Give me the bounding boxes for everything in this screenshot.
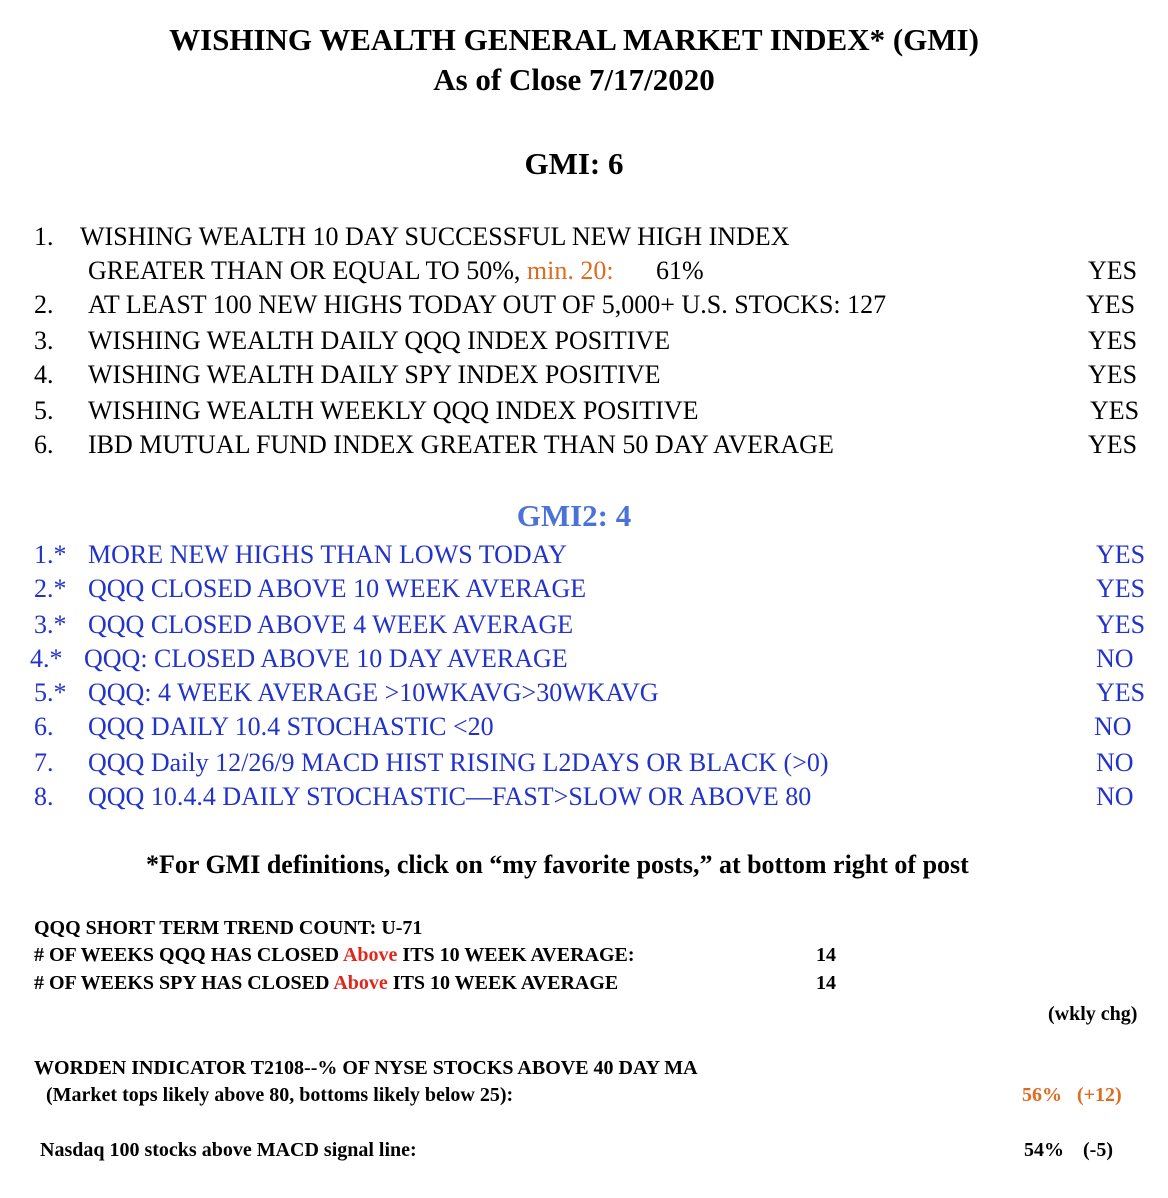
item-result: YES: [1096, 678, 1146, 707]
trend-count-line: QQQ SHORT TERM TREND COUNT: U-71: [34, 917, 423, 939]
item-number: 3.: [34, 326, 54, 355]
list-item: [34, 324, 671, 358]
spy-above-label: Above: [333, 972, 388, 994]
item-result: YES: [1088, 256, 1138, 285]
item-number: 4.*: [30, 644, 63, 673]
list-item: [34, 538, 567, 572]
item-result: YES: [1086, 290, 1136, 319]
item-text: WISHING WEALTH DAILY SPY INDEX POSITIVE: [88, 360, 661, 389]
footnote: *For GMI definitions, click on “my favorite posts,” at bottom right of post: [146, 850, 969, 879]
qqq-weeks-line: [34, 941, 635, 969]
item-value-percent: 61%: [656, 256, 704, 285]
list-item: [34, 746, 829, 780]
spy-weeks-value: 14: [816, 972, 836, 994]
item-result: NO: [1096, 748, 1134, 777]
item-number: 4.: [34, 360, 54, 389]
list-item: [34, 780, 812, 814]
item-result: YES: [1096, 574, 1146, 603]
item-min-label: min. 20:: [526, 256, 614, 285]
item-text: GREATER THAN OR EQUAL TO 50%,: [88, 256, 521, 285]
item-number: 2.*: [34, 574, 67, 603]
list-item: [34, 608, 574, 642]
list-item: [34, 288, 887, 322]
item-result: NO: [1096, 644, 1134, 673]
item-result: NO: [1094, 712, 1132, 741]
macd-value: [1024, 1136, 1113, 1164]
item-number: 2.: [34, 290, 54, 319]
item-text: AT LEAST 100 NEW HIGHS TODAY OUT OF 5,000+ U.S. STOCKS: 127: [88, 290, 887, 319]
item-result: YES: [1088, 360, 1138, 389]
worden-indicator-line: WORDEN INDICATOR T2108--% OF NYSE STOCKS ABOVE 40 DAY MA: [34, 1057, 698, 1079]
qqq-weeks-value: 14: [816, 944, 836, 966]
list-item: [34, 220, 790, 254]
item-text: WISHING WEALTH DAILY QQQ INDEX POSITIVE: [88, 326, 671, 355]
item-result: YES: [1096, 540, 1146, 569]
qqq-weeks-text: # OF WEEKS QQQ HAS CLOSED: [34, 944, 343, 966]
spy-weeks-text-end: ITS 10 WEEK AVERAGE: [387, 972, 619, 994]
gmi-label: GMI: 6: [524, 146, 624, 181]
item-text: WISHING WEALTH WEEKLY QQQ INDEX POSITIVE: [88, 396, 699, 425]
item-number: 8.: [34, 782, 54, 811]
item-number: 5.*: [34, 678, 67, 707]
item-result: YES: [1088, 326, 1138, 355]
item-text: QQQ: CLOSED ABOVE 10 DAY AVERAGE: [84, 644, 568, 673]
list-item: [34, 572, 587, 606]
item-text: IBD MUTUAL FUND INDEX GREATER THAN 50 DAY AVERAGE: [88, 430, 834, 459]
list-item: [34, 394, 699, 428]
macd-percent: 54%: [1024, 1139, 1064, 1161]
item-result: NO: [1096, 782, 1134, 811]
list-item: [30, 642, 568, 676]
worden-percent: 56%: [1022, 1084, 1062, 1106]
page-title: WISHING WEALTH GENERAL MARKET INDEX* (GMI): [169, 22, 979, 57]
page-subtitle: As of Close 7/17/2020: [433, 62, 715, 97]
macd-change: (-5): [1083, 1139, 1113, 1161]
list-item: [88, 254, 704, 288]
item-result: YES: [1096, 610, 1146, 639]
list-item: [34, 428, 834, 462]
item-text: WISHING WEALTH 10 DAY SUCCESSFUL NEW HIGH INDEX: [80, 222, 790, 251]
qqq-weeks-text-end: ITS 10 WEEK AVERAGE:: [397, 944, 635, 966]
item-text: MORE NEW HIGHS THAN LOWS TODAY: [88, 540, 567, 569]
worden-note-line: (Market tops likely above 80, bottoms likely below 25):: [46, 1084, 514, 1106]
item-text: QQQ DAILY 10.4 STOCHASTIC <20: [88, 712, 494, 741]
spy-weeks-line: [34, 969, 618, 997]
item-result: YES: [1090, 396, 1140, 425]
item-number: 1.*: [34, 540, 67, 569]
item-number: 3.*: [34, 610, 67, 639]
item-text: QQQ CLOSED ABOVE 10 WEEK AVERAGE: [88, 574, 587, 603]
item-number: 6.: [34, 430, 54, 459]
gmi2-label: GMI2: 4: [516, 498, 632, 533]
weekly-change-header: (wkly chg): [1048, 1003, 1138, 1025]
item-text: QQQ Daily 12/26/9 MACD HIST RISING L2DAYS OR BLACK (>0): [88, 748, 829, 777]
item-text: QQQ: 4 WEEK AVERAGE >10WKAVG>30WKAVG: [88, 678, 659, 707]
list-item: [34, 358, 661, 392]
spy-weeks-text: # OF WEEKS SPY HAS CLOSED: [34, 972, 334, 994]
list-item: [34, 710, 494, 744]
item-text: QQQ CLOSED ABOVE 4 WEEK AVERAGE: [88, 610, 574, 639]
qqq-above-label: Above: [342, 944, 398, 966]
item-number: 6.: [34, 712, 54, 741]
item-result: YES: [1088, 430, 1138, 459]
item-number: 1.: [34, 222, 54, 251]
worden-value: [1022, 1081, 1122, 1109]
item-number: 7.: [34, 748, 54, 777]
item-number: 5.: [34, 396, 54, 425]
item-text: QQQ 10.4.4 DAILY STOCHASTIC—FAST>SLOW OR ABOVE 80: [88, 782, 812, 811]
macd-label: Nasdaq 100 stocks above MACD signal line:: [40, 1139, 417, 1161]
list-item: [34, 676, 659, 710]
worden-change: (+12): [1077, 1084, 1122, 1106]
